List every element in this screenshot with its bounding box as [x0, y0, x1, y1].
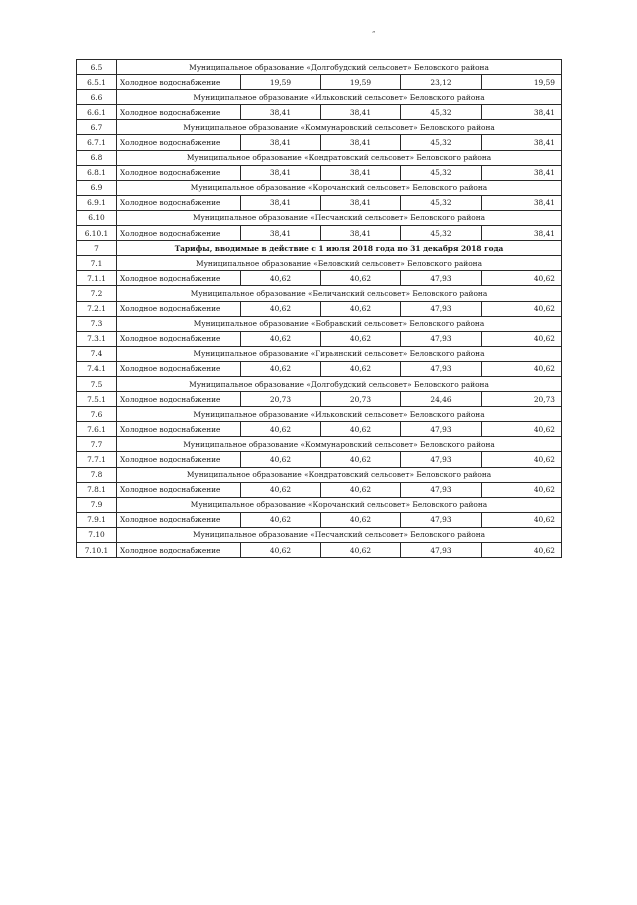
section-row	[77, 180, 562, 195]
section-row	[77, 407, 562, 422]
tariff-value-2: 40,62	[321, 331, 401, 346]
municipality-title: Муниципальное образование «Коммунаровский сельсовет» Беловского района	[117, 120, 562, 135]
tariff-value-1: 40,62	[241, 361, 321, 376]
tariff-value-2: 40,62	[321, 482, 401, 497]
municipality-title: Муниципальное образование «Гирьянский сельсовет» Беловского района	[117, 346, 562, 361]
tariff-value-3: 24,46	[401, 392, 482, 407]
section-row	[77, 497, 562, 512]
row-number: 7.6	[77, 407, 117, 422]
row-number: 6.10.1	[77, 226, 117, 241]
row-number: 6.7.1	[77, 135, 117, 150]
tariff-value-3: 47,93	[401, 512, 482, 527]
row-number: 6.5.1	[77, 75, 117, 90]
row-number: 6.5	[77, 60, 117, 75]
row-number: 7.5.1	[77, 392, 117, 407]
tariff-value-1: 40,62	[241, 271, 321, 286]
tariff-value-3: 23,12	[401, 75, 482, 90]
row-number: 7.6.1	[77, 422, 117, 437]
municipality-title: Муниципальное образование «Песчанский сельсовет» Беловского района	[117, 210, 562, 225]
service-label: Холодное водоснабжение	[117, 195, 241, 210]
tariff-value-1: 38,41	[241, 135, 321, 150]
tariff-value-1: 40,62	[241, 512, 321, 527]
tariff-value-2: 40,62	[321, 543, 401, 558]
table-row	[77, 195, 562, 210]
municipality-title: Муниципальное образование «Долгобудский сельсовет» Беловского района	[117, 60, 562, 75]
tariff-value-2: 38,41	[321, 226, 401, 241]
table-row	[77, 75, 562, 90]
municipality-title: Муниципальное образование «Беловский сельсовет» Беловского района	[117, 256, 562, 271]
municipality-title: Муниципальное образование «Беличанский сельсовет» Беловского района	[117, 286, 562, 301]
tariff-value-3: 47,93	[401, 452, 482, 467]
section-row	[77, 256, 562, 271]
municipality-title: Муниципальное образование «Корочанский сельсовет» Беловского района	[117, 497, 562, 512]
row-number: 7.9	[77, 497, 117, 512]
tariff-value-1: 38,41	[241, 195, 321, 210]
table-row	[77, 165, 562, 180]
tariff-value-3: 47,93	[401, 543, 482, 558]
table-row	[77, 301, 562, 316]
municipality-title: Муниципальное образование «Ильковский сельсовет» Беловского района	[117, 90, 562, 105]
row-number: 7.4.1	[77, 361, 117, 376]
row-number: 6.10	[77, 210, 117, 225]
section-row	[77, 210, 562, 225]
tariff-value-1: 40,62	[241, 422, 321, 437]
service-label: Холодное водоснабжение	[117, 482, 241, 497]
tariff-value-3: 47,93	[401, 301, 482, 316]
table-row	[77, 361, 562, 376]
row-number: 7.1	[77, 256, 117, 271]
row-number: 7.5	[77, 376, 117, 391]
tariff-value-4: 40,62	[482, 361, 562, 376]
tariff-value-1: 38,41	[241, 226, 321, 241]
tariff-value-4: 38,41	[482, 195, 562, 210]
tariff-value-4: 40,62	[482, 543, 562, 558]
tariff-value-2: 38,41	[321, 105, 401, 120]
row-number: 7.10	[77, 527, 117, 542]
page-mark: „	[372, 26, 376, 34]
municipality-title: Муниципальное образование «Ильковский сельсовет» Беловского района	[117, 407, 562, 422]
row-number: 7.3.1	[77, 331, 117, 346]
tariff-value-4: 38,41	[482, 105, 562, 120]
row-number: 6.7	[77, 120, 117, 135]
municipality-title: Муниципальное образование «Коммунаровский сельсовет» Беловского района	[117, 437, 562, 452]
row-number: 7.10.1	[77, 543, 117, 558]
tariff-value-3: 47,93	[401, 482, 482, 497]
tariff-value-1: 19,59	[241, 75, 321, 90]
service-label: Холодное водоснабжение	[117, 226, 241, 241]
tariff-value-3: 45,32	[401, 226, 482, 241]
table-row	[77, 482, 562, 497]
row-number: 7.2	[77, 286, 117, 301]
row-number: 6.9	[77, 180, 117, 195]
service-label: Холодное водоснабжение	[117, 512, 241, 527]
tariff-value-2: 40,62	[321, 512, 401, 527]
row-number: 6.6	[77, 90, 117, 105]
row-number: 7.9.1	[77, 512, 117, 527]
tariff-value-2: 19,59	[321, 75, 401, 90]
tariff-value-4: 38,41	[482, 135, 562, 150]
municipality-title: Муниципальное образование «Кондратовский сельсовет» Беловского района	[117, 467, 562, 482]
table-row	[77, 512, 562, 527]
tariff-value-3: 45,32	[401, 165, 482, 180]
period-row	[77, 241, 562, 256]
row-number: 7.8.1	[77, 482, 117, 497]
tariff-value-1: 40,62	[241, 331, 321, 346]
table-row	[77, 135, 562, 150]
row-number: 6.8.1	[77, 165, 117, 180]
tariff-value-3: 45,32	[401, 135, 482, 150]
tariff-value-1: 38,41	[241, 105, 321, 120]
tariff-value-4: 19,59	[482, 75, 562, 90]
section-row	[77, 286, 562, 301]
service-label: Холодное водоснабжение	[117, 271, 241, 286]
row-number: 7.2.1	[77, 301, 117, 316]
tariff-value-1: 40,62	[241, 543, 321, 558]
tariff-value-2: 40,62	[321, 301, 401, 316]
municipality-title: Муниципальное образование «Бобравский сельсовет» Беловского района	[117, 316, 562, 331]
municipality-title: Муниципальное образование «Кондратовский сельсовет» Беловского района	[117, 150, 562, 165]
tariff-value-3: 47,93	[401, 361, 482, 376]
service-label: Холодное водоснабжение	[117, 361, 241, 376]
section-row	[77, 90, 562, 105]
tariff-value-1: 40,62	[241, 482, 321, 497]
tariff-value-4: 40,62	[482, 482, 562, 497]
tariff-value-4: 40,62	[482, 422, 562, 437]
tariff-value-3: 47,93	[401, 331, 482, 346]
service-label: Холодное водоснабжение	[117, 135, 241, 150]
row-number: 7.1.1	[77, 271, 117, 286]
table-row	[77, 422, 562, 437]
tariff-value-1: 40,62	[241, 452, 321, 467]
tariff-value-1: 20,73	[241, 392, 321, 407]
tariff-value-4: 40,62	[482, 512, 562, 527]
row-number: 7.4	[77, 346, 117, 361]
section-row	[77, 120, 562, 135]
table-row	[77, 331, 562, 346]
tariff-value-2: 40,62	[321, 271, 401, 286]
table-row	[77, 452, 562, 467]
period-title: Тарифы, вводимые в действие с 1 июля 2018 года по 31 декабря 2018 года	[117, 241, 562, 256]
municipality-title: Муниципальное образование «Долгобудский сельсовет» Беловского района	[117, 376, 562, 391]
row-number: 7.7	[77, 437, 117, 452]
row-number: 7	[77, 241, 117, 256]
row-number: 7.8	[77, 467, 117, 482]
municipality-title: Муниципальное образование «Корочанский сельсовет» Беловского района	[117, 180, 562, 195]
table-row	[77, 226, 562, 241]
tariff-value-1: 38,41	[241, 165, 321, 180]
tariff-value-2: 38,41	[321, 165, 401, 180]
section-row	[77, 437, 562, 452]
service-label: Холодное водоснабжение	[117, 452, 241, 467]
table-row	[77, 271, 562, 286]
service-label: Холодное водоснабжение	[117, 392, 241, 407]
tariff-value-3: 47,93	[401, 271, 482, 286]
municipality-title: Муниципальное образование «Песчанский сельсовет» Беловского района	[117, 527, 562, 542]
tariff-value-4: 40,62	[482, 331, 562, 346]
tariff-value-4: 40,62	[482, 452, 562, 467]
section-row	[77, 346, 562, 361]
section-row	[77, 60, 562, 75]
tariff-value-1: 40,62	[241, 301, 321, 316]
table-row	[77, 543, 562, 558]
tariff-value-3: 45,32	[401, 105, 482, 120]
tariff-value-4: 38,41	[482, 165, 562, 180]
tariff-value-3: 47,93	[401, 422, 482, 437]
tariff-value-2: 40,62	[321, 422, 401, 437]
row-number: 6.6.1	[77, 105, 117, 120]
section-row	[77, 527, 562, 542]
service-label: Холодное водоснабжение	[117, 331, 241, 346]
tariff-value-4: 40,62	[482, 301, 562, 316]
section-row	[77, 376, 562, 391]
tariff-value-4: 40,62	[482, 271, 562, 286]
row-number: 6.9.1	[77, 195, 117, 210]
service-label: Холодное водоснабжение	[117, 543, 241, 558]
row-number: 6.8	[77, 150, 117, 165]
row-number: 7.7.1	[77, 452, 117, 467]
tariff-value-2: 40,62	[321, 361, 401, 376]
tariff-value-2: 38,41	[321, 195, 401, 210]
table-row	[77, 392, 562, 407]
tariff-value-2: 40,62	[321, 452, 401, 467]
tariff-value-4: 38,41	[482, 226, 562, 241]
tariff-table	[76, 59, 562, 558]
service-label: Холодное водоснабжение	[117, 301, 241, 316]
service-label: Холодное водоснабжение	[117, 105, 241, 120]
tariff-value-3: 45,32	[401, 195, 482, 210]
section-row	[77, 316, 562, 331]
service-label: Холодное водоснабжение	[117, 422, 241, 437]
service-label: Холодное водоснабжение	[117, 165, 241, 180]
service-label: Холодное водоснабжение	[117, 75, 241, 90]
row-number: 7.3	[77, 316, 117, 331]
tariff-value-2: 38,41	[321, 135, 401, 150]
section-row	[77, 467, 562, 482]
tariff-value-4: 20,73	[482, 392, 562, 407]
tariff-value-2: 20,73	[321, 392, 401, 407]
table-row	[77, 105, 562, 120]
section-row	[77, 150, 562, 165]
tariff-table-body	[77, 60, 562, 558]
